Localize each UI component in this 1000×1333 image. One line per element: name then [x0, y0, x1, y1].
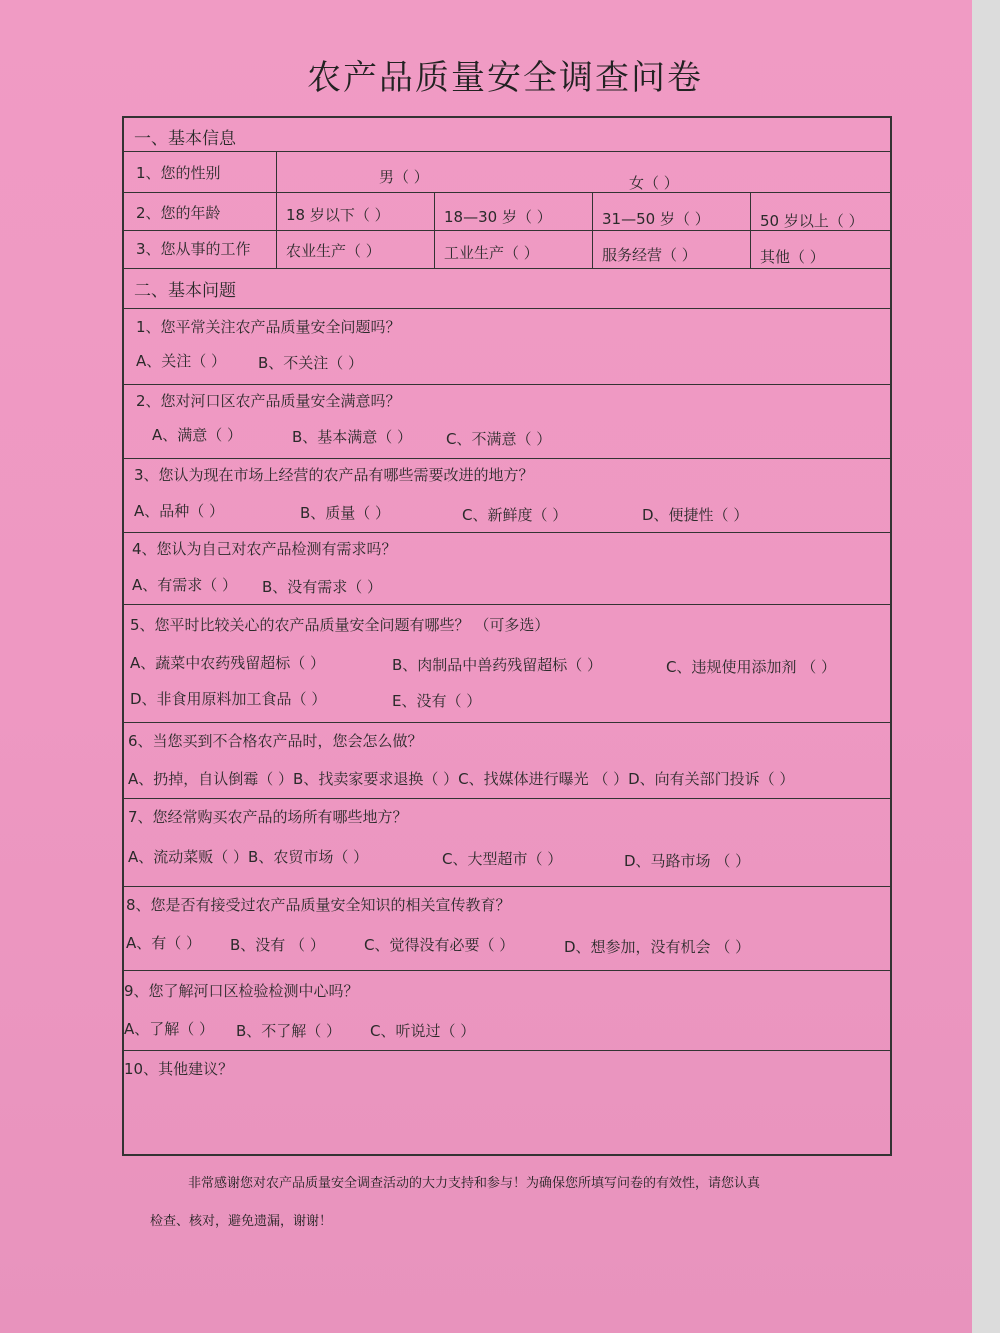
q9-option-b[interactable]: B、不了解（ ）	[236, 1022, 342, 1040]
q8-option-b[interactable]: B、没有 （ ）	[230, 936, 325, 954]
question-10: 10、其他建议？	[124, 1060, 234, 1078]
q3-option-d[interactable]: D、便捷性（ ）	[642, 506, 749, 524]
suggestions-area[interactable]	[128, 1084, 886, 1150]
q5-option-c[interactable]: C、违规使用添加剂 （ ）	[666, 658, 837, 676]
age-option-2[interactable]: 18—30 岁（ ）	[444, 208, 552, 226]
section2-heading: 二、基本问题	[134, 281, 236, 301]
q1-option-a[interactable]: A、关注（ ）	[136, 352, 227, 370]
age-option-1[interactable]: 18 岁以下（ ）	[286, 206, 390, 224]
question-2: 2、您对河口区农产品质量安全满意吗？	[136, 392, 401, 410]
q8-option-c[interactable]: C、觉得没有必要（ ）	[364, 936, 515, 954]
job-option-2[interactable]: 工业生产（ ）	[444, 244, 539, 262]
question-9: 9、您了解河口区检验检测中心吗？	[124, 982, 359, 1000]
gender-label: 1、您的性别	[136, 164, 221, 182]
q2-option-a[interactable]: A、满意（ ）	[152, 426, 243, 444]
q3-option-c[interactable]: C、新鲜度（ ）	[462, 506, 568, 524]
q9-option-c[interactable]: C、听说过（ ）	[370, 1022, 476, 1040]
q6-options[interactable]: A、扔掉，自认倒霉（ ）B、找卖家要求退换（ ）C、找媒体进行曝光 （ ）D、向有关部门投诉（ ）	[128, 770, 795, 788]
question-7: 7、您经常购买农产品的场所有哪些地方？	[128, 808, 408, 826]
footer-line-1: 非常感谢您对农产品质量安全调查活动的大力支持和参与！为确保您所填写问卷的有效性，请您认真	[188, 1176, 761, 1191]
gender-option-male[interactable]: 男（ ）	[379, 168, 429, 186]
q9-option-a[interactable]: A、了解（ ）	[124, 1020, 215, 1038]
q7-option-d[interactable]: D、马路市场 （ ）	[624, 852, 751, 870]
job-option-1[interactable]: 农业生产（ ）	[286, 242, 381, 260]
job-label: 3、您从事的工作	[136, 240, 251, 258]
age-option-4[interactable]: 50 岁以上（ ）	[760, 212, 864, 230]
q4-option-b[interactable]: B、没有需求（ ）	[262, 578, 383, 596]
footer-line-2: 检查、核对，避免遗漏，谢谢！	[150, 1214, 333, 1229]
q5-option-b[interactable]: B、肉制品中兽药残留超标（ ）	[392, 656, 603, 674]
q7-option-ab[interactable]: A、流动菜贩（ ）B、农贸市场（ ）	[128, 848, 369, 866]
q8-option-d[interactable]: D、想参加，没有机会 （ ）	[564, 938, 751, 956]
q2-option-c[interactable]: C、不满意（ ）	[446, 430, 552, 448]
q8-option-a[interactable]: A、有（ ）	[126, 934, 202, 952]
question-6: 6、当您买到不合格农产品时，您会怎么做？	[128, 732, 423, 750]
age-option-3[interactable]: 31—50 岁（ ）	[602, 210, 710, 228]
question-3: 3、您认为现在市场上经营的农产品有哪些需要改进的地方？	[134, 466, 534, 484]
q4-option-a[interactable]: A、有需求（ ）	[132, 576, 238, 594]
q5-option-e[interactable]: E、没有（ ）	[392, 692, 482, 710]
job-option-4[interactable]: 其他（ ）	[760, 248, 825, 266]
job-option-3[interactable]: 服务经营（ ）	[602, 246, 697, 264]
q2-option-b[interactable]: B、基本满意（ ）	[292, 428, 413, 446]
q5-option-d[interactable]: D、非食用原料加工食品（ ）	[130, 690, 327, 708]
question-5: 5、您平时比较关心的农产品质量安全问题有哪些？ （可多选）	[130, 616, 550, 634]
question-4: 4、您认为自己对农产品检测有需求吗？	[132, 540, 397, 558]
section1-heading: 一、基本信息	[134, 129, 236, 149]
age-label: 2、您的年龄	[136, 204, 221, 222]
q3-option-a[interactable]: A、品种（ ）	[134, 502, 225, 520]
q3-option-b[interactable]: B、质量（ ）	[300, 504, 391, 522]
survey-form	[122, 116, 892, 1156]
question-8: 8、您是否有接受过农产品质量安全知识的相关宣传教育？	[126, 896, 511, 914]
q1-option-b[interactable]: B、不关注（ ）	[258, 354, 364, 372]
page-title: 农产品质量安全调查问卷	[307, 58, 703, 98]
q7-option-c[interactable]: C、大型超市（ ）	[442, 850, 563, 868]
gender-option-female[interactable]: 女（ ）	[629, 174, 679, 192]
q5-option-a[interactable]: A、蔬菜中农药残留超标（ ）	[130, 654, 326, 672]
question-1: 1、您平常关注农产品质量安全问题吗？	[136, 318, 401, 336]
